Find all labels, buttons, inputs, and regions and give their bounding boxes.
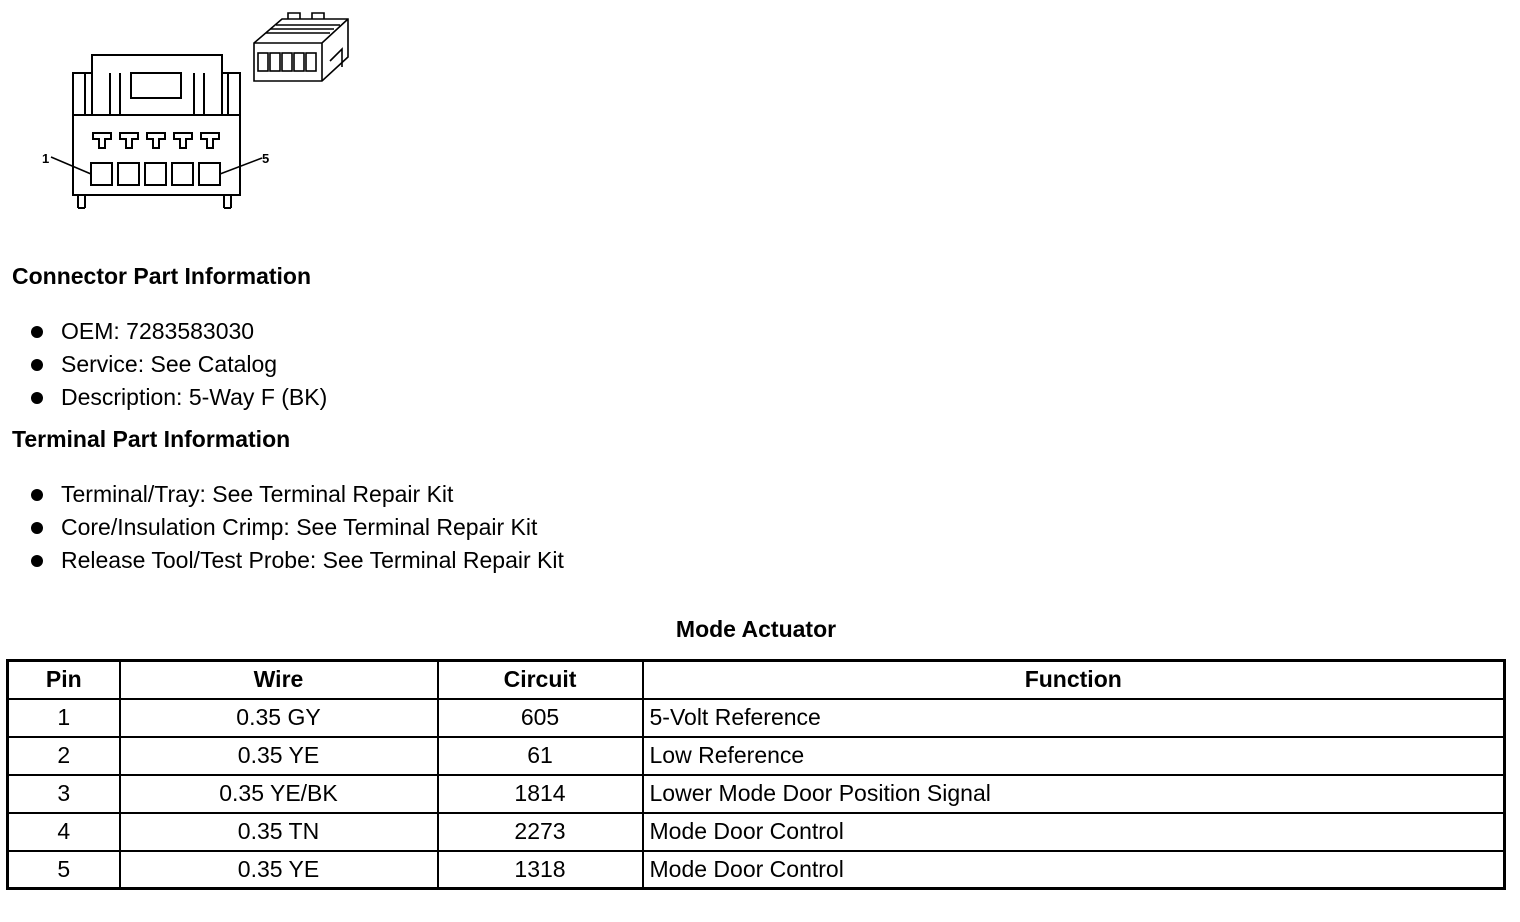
cell-circuit: 1814	[438, 775, 643, 813]
connector-end-view-icon	[30, 5, 370, 220]
cell-wire: 0.35 YE/BK	[120, 775, 438, 813]
cell-circuit: 61	[438, 737, 643, 775]
cell-wire: 0.35 YE	[120, 851, 438, 889]
table-row	[8, 699, 1505, 737]
cell-circuit: 605	[438, 699, 643, 737]
header-circuit: Circuit	[438, 661, 643, 699]
cell-circuit: 1318	[438, 851, 643, 889]
terminal-part-info-list	[27, 478, 564, 577]
table-title: Mode Actuator	[675, 616, 837, 642]
list-item: Description: 5-Way F (BK)	[27, 381, 327, 414]
table-header-row	[8, 661, 1505, 699]
table-row	[8, 851, 1505, 889]
terminal-part-info-heading: Terminal Part Information	[12, 426, 291, 452]
cell-function: 5-Volt Reference	[643, 699, 1505, 737]
cell-pin: 4	[8, 813, 120, 851]
cell-pin: 3	[8, 775, 120, 813]
list-item: OEM: 7283583030	[27, 315, 327, 348]
cell-pin: 2	[8, 737, 120, 775]
pin-1-label: 1	[42, 151, 50, 166]
table-row	[8, 737, 1505, 775]
header-wire: Wire	[120, 661, 438, 699]
cell-wire: 0.35 TN	[120, 813, 438, 851]
cell-wire: 0.35 YE	[120, 737, 438, 775]
connector-figure	[30, 5, 370, 220]
connector-part-info-list	[27, 315, 327, 414]
table-row	[8, 813, 1505, 851]
cell-wire: 0.35 GY	[120, 699, 438, 737]
cell-function: Mode Door Control	[643, 813, 1505, 851]
cell-pin: 1	[8, 699, 120, 737]
list-item: Release Tool/Test Probe: See Terminal Repair Kit	[27, 544, 564, 577]
pin-5-label: 5	[262, 151, 270, 166]
connector-3d-thumbnail-icon	[254, 13, 348, 81]
list-item: Terminal/Tray: See Terminal Repair Kit	[27, 478, 564, 511]
list-item: Core/Insulation Crimp: See Terminal Repair Kit	[27, 511, 564, 544]
cell-function: Mode Door Control	[643, 851, 1505, 889]
table-row	[8, 775, 1505, 813]
header-pin: Pin	[8, 661, 120, 699]
cell-pin: 5	[8, 851, 120, 889]
list-item: Service: See Catalog	[27, 348, 327, 381]
header-function: Function	[643, 661, 1505, 699]
cell-function: Low Reference	[643, 737, 1505, 775]
cell-circuit: 2273	[438, 813, 643, 851]
pin-table	[6, 659, 1506, 890]
cell-function: Lower Mode Door Position Signal	[643, 775, 1505, 813]
connector-part-info-heading: Connector Part Information	[12, 263, 312, 289]
